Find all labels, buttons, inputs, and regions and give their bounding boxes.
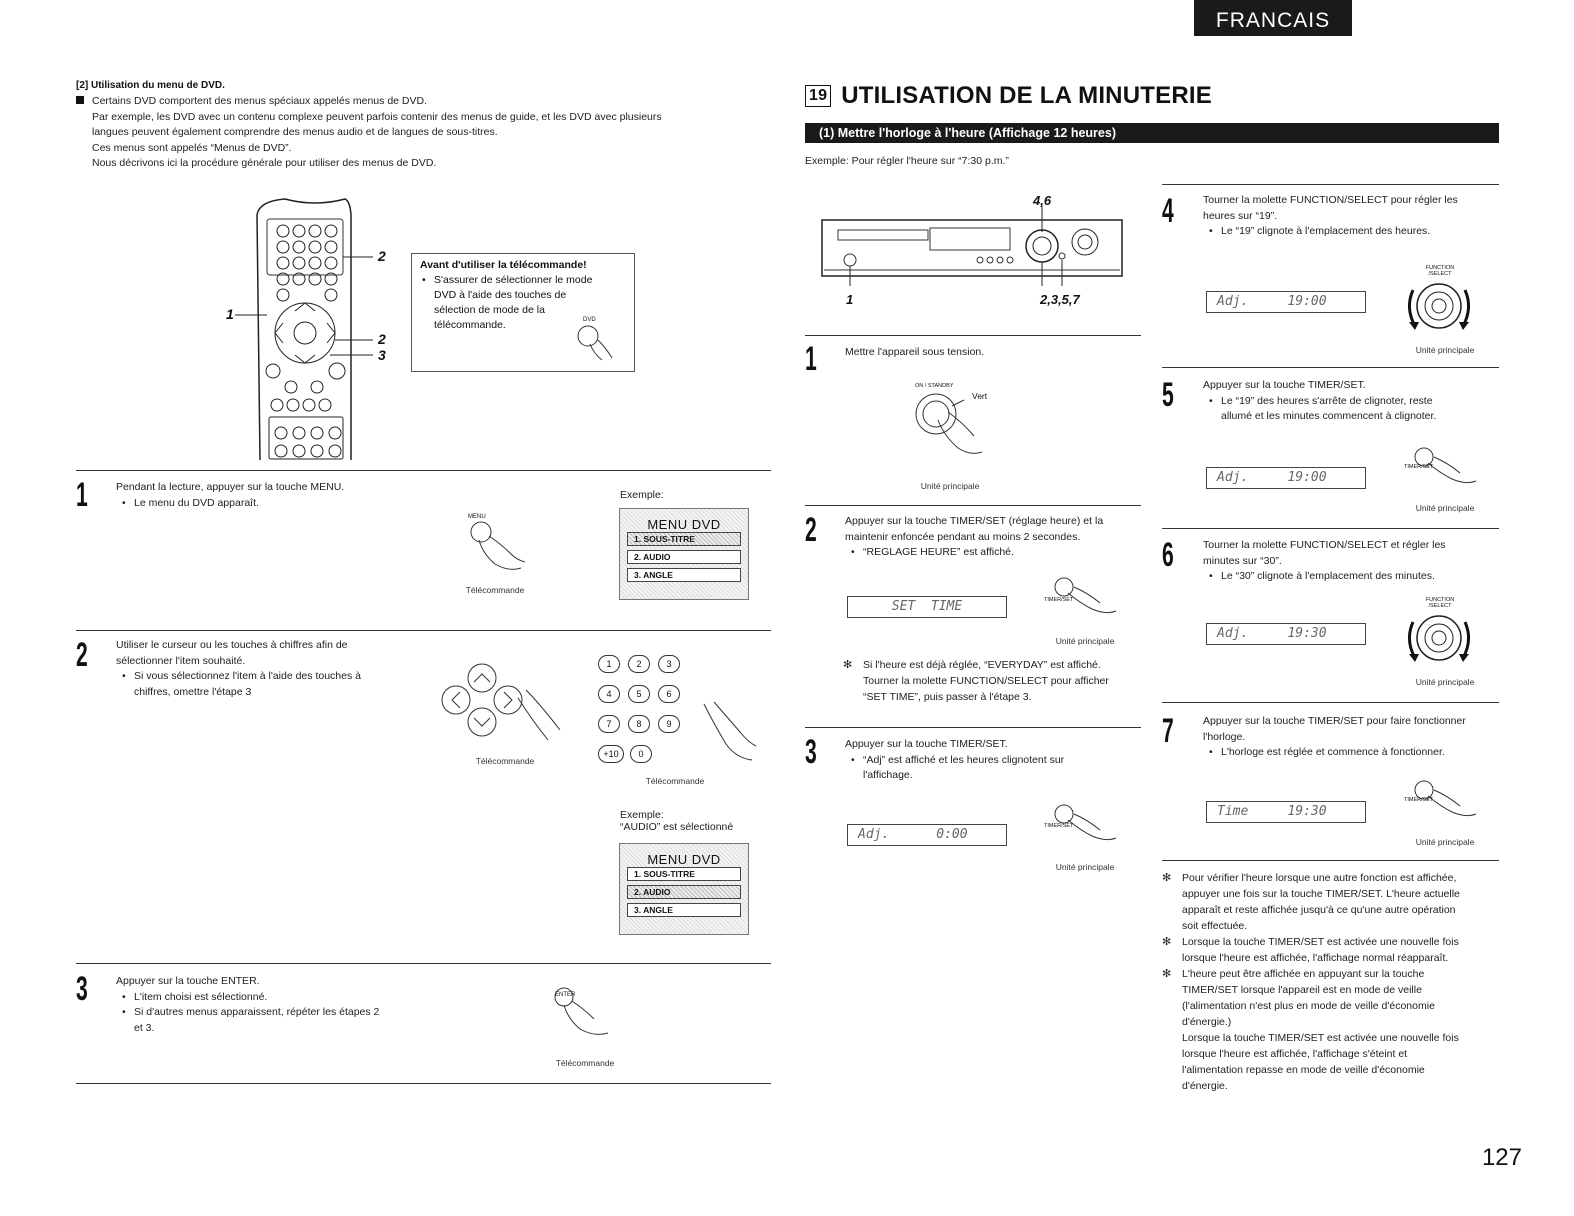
rule	[76, 470, 771, 471]
caption: Unité principale	[1055, 636, 1115, 646]
function-select-label: FUNCTION /SELECT	[1425, 597, 1455, 609]
caption: Télécommande	[555, 1058, 615, 1068]
rule	[805, 335, 1141, 336]
menu-item: 2. AUDIO	[627, 550, 741, 564]
key-1: 1	[598, 655, 620, 673]
dvd-button-label: DVD	[583, 317, 596, 323]
rule	[1162, 528, 1499, 529]
hand-press-icon	[465, 520, 535, 580]
avant-box: Avant d'utiliser la télécommande! • S'assurer de sélectionner le mode DVD à l'aide des touches de sélection de mode de la télécommande.	[411, 253, 635, 372]
subheading: [2] Utilisation du menu de DVD.	[76, 80, 225, 91]
notes: ✻ Pour vérifier l'heure lorsque une autre fonction est affichée, appuyer une fois sur la touche TIMER/SET. L'heure actuelle apparaît et reste affichée jusqu'à ce qu'une autre opération soit effectuée. ✻ Lorsque la touche TIMER/SET est activée une nouvelle fois lorsque l'heure est affichée, l'affichage normal réapparaît. ✻ L'heure peut être affichée en appuyant sur la touche TIMER/SET lorsque l'appareil est en mode de veille (l'alimentation n'est plus en mode de veille d'économie d'énergie.) Lorsque la touche TIMER/SET est activée une nouvelle fois lorsque l'heure est affichée, l'affichage s'éteint et l'alimentation repasse en mode de veille d'économie d'énergie.	[1162, 870, 1500, 1094]
menu-item: 3. ANGLE	[627, 903, 741, 917]
rule	[76, 963, 771, 964]
function-select-knob-icon	[1405, 278, 1481, 338]
hand-press-icon	[700, 700, 760, 770]
step-number: 6	[1162, 536, 1174, 574]
menu-item: 2. AUDIO	[627, 885, 741, 899]
lcd-display: Adj. 0:00	[847, 824, 1007, 846]
caption: Unité principale	[1415, 503, 1475, 513]
key-9: 9	[658, 715, 680, 733]
intro-text: Certains DVD comportent des menus spéciaux appelés menus de DVD. Par exemple, les DVD avec un contenu complexe peuvent parfois contenir des menus de guide, et les DVD avec plusieurs langues peuvent également comprendre des menus audio et de langues de sous-titres. Ces menus sont appelés “Menus de DVD”. Nous décrivons ici la procédure générale pour utiliser des menus de DVD.	[76, 94, 776, 172]
key-8: 8	[628, 715, 650, 733]
key-plus10: +10	[598, 745, 624, 763]
lcd-display: SET TIME	[847, 596, 1007, 618]
callout-2b: 2	[378, 331, 386, 347]
step-text: Appuyer sur la touche TIMER/SET pour faire fonctionner l'horloge. • L'horloge est réglée et commence à fonctionner.	[1203, 714, 1501, 761]
power-button-hand-icon	[908, 390, 988, 465]
step-number: 5	[1162, 376, 1174, 414]
caption: Unité principale	[920, 481, 980, 491]
example-text: Exemple: Pour régler l'heure sur “7:30 p.m.”	[805, 155, 1009, 167]
key-3: 3	[658, 655, 680, 673]
cursor-keys-icon	[436, 660, 566, 755]
caption: Unité principale	[1415, 837, 1475, 847]
caption: Télécommande	[475, 756, 535, 766]
step-number: 1	[76, 476, 88, 514]
menu-dvd-display: MENU DVD 1. SOUS-TITRE 2. AUDIO 3. ANGLE	[619, 508, 749, 600]
timer-set-label: TIMER/SET	[1044, 597, 1074, 603]
on-standby-label: ON / STANDBY	[915, 383, 954, 389]
step-number: 7	[1162, 712, 1174, 750]
timer-set-label: TIMER/SET	[1044, 823, 1074, 829]
rule	[76, 630, 771, 631]
rule	[1162, 367, 1499, 368]
step-number: 2	[805, 511, 817, 549]
step-text: Tourner la molette FUNCTION/SELECT et régler les minutes sur “30”. • Le “30” clignote à l'emplacement des minutes.	[1203, 538, 1501, 585]
language-tab: FRANCAIS	[1194, 0, 1352, 36]
enter-button-label: ENTER	[555, 992, 576, 998]
step-number: 2	[76, 636, 88, 674]
rule	[805, 727, 1141, 728]
caption: Unité principale	[1055, 862, 1115, 872]
caption: Télécommande	[645, 776, 705, 786]
page-number: 127	[1481, 1144, 1522, 1171]
step-text: Appuyer sur la touche TIMER/SET. • Le “19” des heures s'arrête de clignoter, reste allumé et les minutes commencent à clignoter.	[1203, 378, 1499, 425]
menu-item: 3. ANGLE	[627, 568, 741, 582]
function-select-knob-icon	[1405, 610, 1481, 670]
callout-1: 1	[846, 292, 854, 307]
key-7: 7	[598, 715, 620, 733]
key-4: 4	[598, 685, 620, 703]
callout-4-6: 4,6	[1033, 193, 1052, 208]
lcd-display: Adj. 19:30	[1206, 623, 1366, 645]
key-5: 5	[628, 685, 650, 703]
section-bar: (1) Mettre l'horloge à l'heure (Affichage 12 heures)	[805, 123, 1499, 143]
callout-3: 3	[378, 347, 386, 363]
rule	[1162, 860, 1499, 861]
rule	[805, 505, 1141, 506]
receiver-unit-illustration	[820, 210, 1130, 290]
lcd-display: Time 19:30	[1206, 801, 1366, 823]
menu-button-label: MENU	[468, 514, 486, 520]
step-text: Appuyer sur la touche TIMER/SET (réglage heure) et la maintenir enfoncée pendant au moins 2 secondes. • “REGLAGE HEURE” est affiché.	[845, 514, 1145, 561]
callout-2a: 2	[378, 248, 386, 264]
key-0: 0	[630, 745, 652, 763]
rule	[76, 1083, 771, 1084]
step-text: Utiliser le curseur ou les touches à chiffres afin de sélectionner l'item souhaité. • Si vous sélectionnez l'item à l'aide des touches à chiffres, omettre l'étape 3	[116, 638, 416, 700]
square-bullet-icon	[76, 96, 84, 104]
menu-item: 1. SOUS-TITRE	[627, 867, 741, 881]
avant-title: Avant d'utiliser la télécommande!	[420, 259, 587, 271]
example-text: “AUDIO” est sélectionné	[620, 821, 734, 833]
step-text: Tourner la molette FUNCTION/SELECT pour régler les heures sur “19”. • Le “19” clignote à l'emplacement des heures.	[1203, 193, 1501, 240]
timer-set-label: TIMER/SET	[1404, 797, 1434, 803]
step-number: 1	[805, 340, 817, 378]
example-label: Exemple:	[620, 489, 664, 501]
step-number: 3	[76, 970, 88, 1008]
caption: Unité principale	[1415, 677, 1475, 687]
menu-dvd-display: MENU DVD 1. SOUS-TITRE 2. AUDIO 3. ANGLE	[619, 843, 749, 935]
step-text: Appuyer sur la touche ENTER. • L'item choisi est sélectionné. • Si d'autres menus apparaissent, répéter les étapes 2 et 3.	[116, 974, 426, 1036]
vert-label: Vert	[972, 391, 988, 401]
step-text: Appuyer sur la touche TIMER/SET. • “Adj” est affiché et les heures clignotent sur l'affichage.	[845, 737, 1140, 784]
timer-set-label: TIMER/SET	[1404, 464, 1434, 470]
section-title: 19 UTILISATION DE LA MINUTERIE	[805, 82, 1212, 110]
step-text: Pendant la lecture, appuyer sur la touche MENU. • Le menu du DVD apparaît.	[116, 480, 436, 511]
step-number: 4	[1162, 192, 1174, 230]
function-select-label: FUNCTION /SELECT	[1425, 265, 1455, 277]
caption: Unité principale	[1415, 345, 1475, 355]
key-2: 2	[628, 655, 650, 673]
step-note: ✻ Si l'heure est déjà réglée, “EVERYDAY” est affiché. Tourner la molette FUNCTION/SELECT pour afficher “SET TIME”, puis passer à l'étape 3.	[843, 657, 1143, 705]
menu-item: 1. SOUS-TITRE	[627, 532, 741, 546]
step-number: 3	[805, 733, 817, 771]
rule	[1162, 184, 1499, 185]
lcd-display: Adj. 19:00	[1206, 467, 1366, 489]
callout-1: 1	[226, 306, 234, 322]
section-number: 19	[805, 85, 831, 107]
example-label: Exemple:	[620, 809, 664, 821]
number-keypad	[598, 655, 698, 770]
lcd-display: Adj. 19:00	[1206, 291, 1366, 313]
remote-control-illustration	[225, 195, 395, 465]
callout-2-3-5-7: 2,3,5,7	[1040, 292, 1080, 307]
dvd-button-icon	[572, 320, 622, 365]
step-text: Mettre l'appareil sous tension.	[845, 346, 985, 358]
key-6: 6	[658, 685, 680, 703]
rule	[1162, 702, 1499, 703]
caption: Télécommande	[465, 585, 525, 595]
